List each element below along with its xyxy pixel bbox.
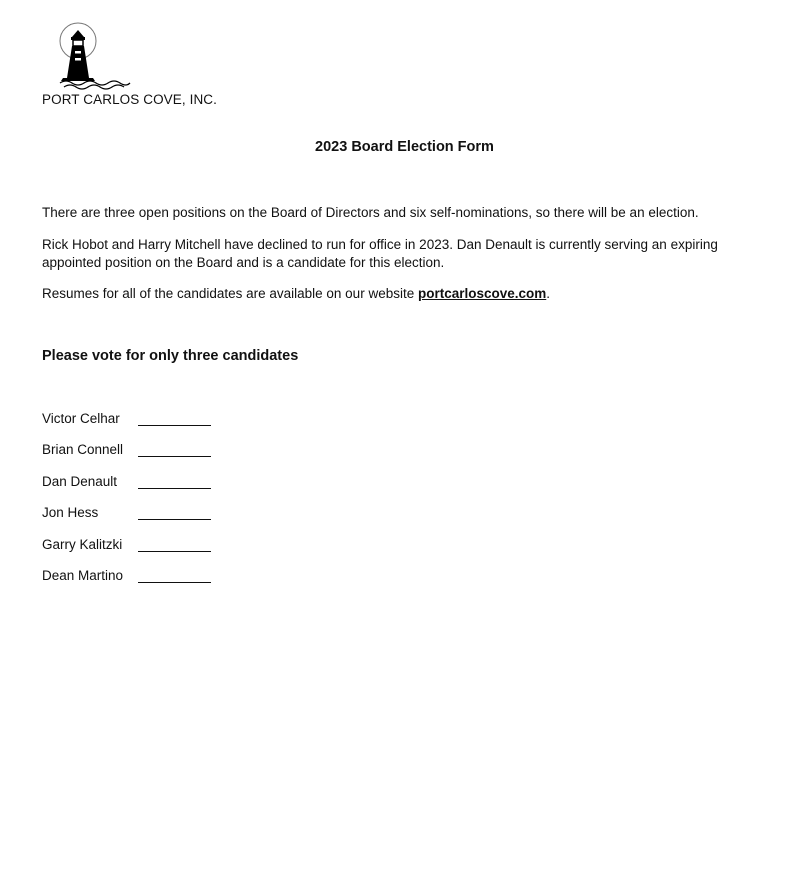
candidate-row xyxy=(42,504,342,535)
candidate-notice-paragraph: Rick Hobot and Harry Mitchell have declined to run for office in 2023. Dan Denault is currently serving an expiring appointed position on the Board and is a candidate for this election. xyxy=(42,237,718,270)
voting-instructions: Please vote for only three candidates xyxy=(42,348,299,364)
candidate-name: Dan Denault xyxy=(42,473,118,489)
organization-name: PORT CARLOS COVE, INC. xyxy=(42,92,217,107)
candidate-name: Dean Martino xyxy=(42,567,124,583)
candidate-name: Garry Kalitzki xyxy=(42,536,123,552)
intro-paragraph: There are three open positions on the Board of Directors and six self-nominations, so there will be an election. xyxy=(42,205,699,220)
candidate-name: Jon Hess xyxy=(42,505,99,521)
website-link[interactable]: portcarloscove.com xyxy=(417,286,547,301)
candidate-row xyxy=(42,410,342,441)
vote-blank[interactable] xyxy=(138,551,211,552)
candidate-row xyxy=(42,441,342,472)
resumes-suffix: . xyxy=(546,286,551,301)
candidate-row xyxy=(42,473,342,504)
candidate-row xyxy=(42,567,342,598)
candidate-name: Brian Connell xyxy=(42,442,124,458)
candidate-row xyxy=(42,536,342,567)
vote-blank[interactable] xyxy=(138,488,211,489)
page-title: 2023 Board Election Form xyxy=(315,139,494,155)
resumes-paragraph xyxy=(42,285,742,303)
lighthouse-icon xyxy=(58,20,134,90)
vote-blank[interactable] xyxy=(138,519,211,520)
vote-blank[interactable] xyxy=(138,425,211,426)
candidate-name: Victor Celhar xyxy=(42,411,120,426)
resumes-text: Resumes for all of the candidates are available on our website xyxy=(42,286,418,301)
vote-blank[interactable] xyxy=(138,582,211,583)
vote-blank[interactable] xyxy=(138,456,211,457)
ballot-list xyxy=(42,410,342,598)
